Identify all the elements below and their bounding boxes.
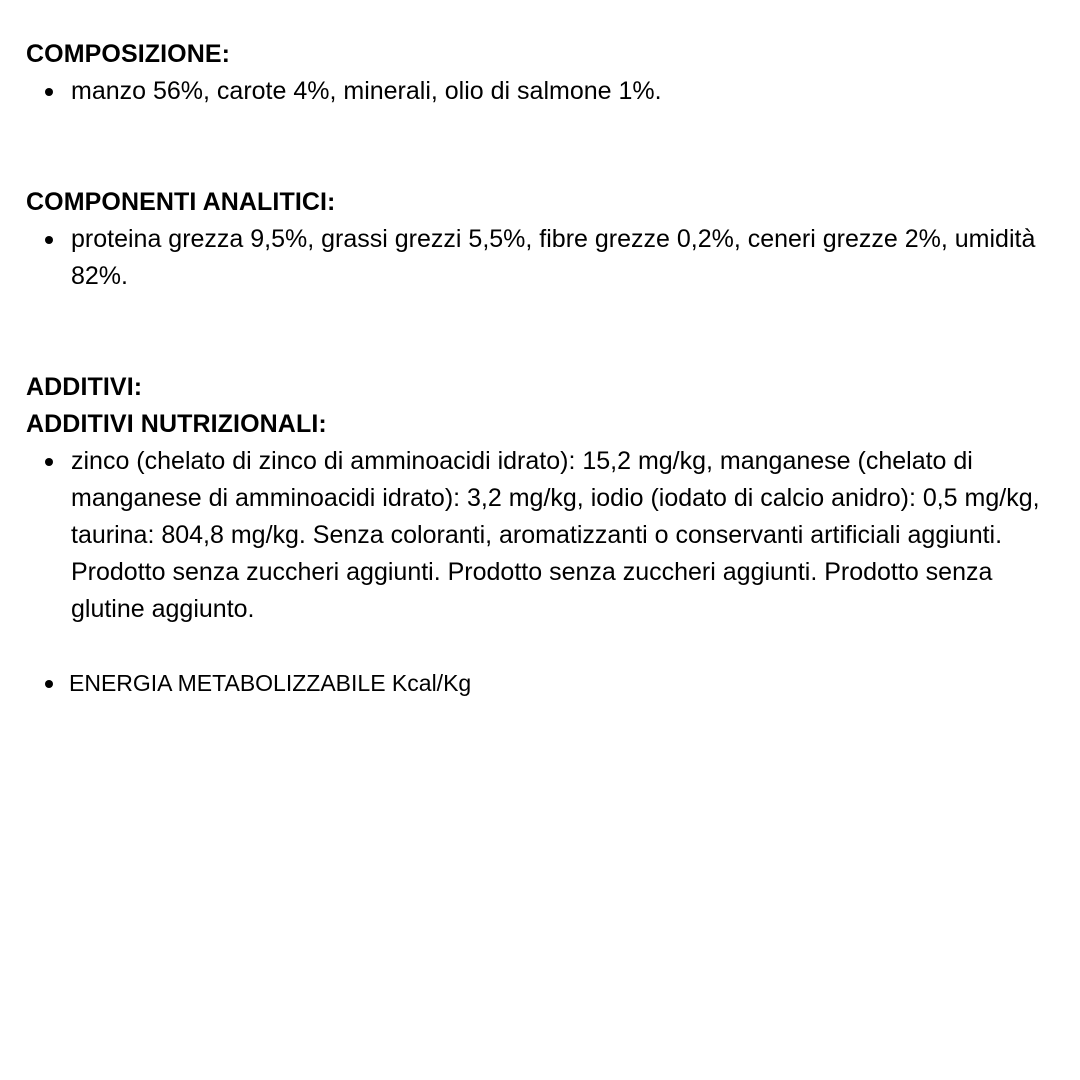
bullet-icon — [45, 88, 53, 96]
spacer — [26, 295, 1056, 369]
composizione-list — [26, 73, 1056, 110]
list-item — [26, 443, 1056, 628]
bullet-icon — [45, 236, 53, 244]
list-item — [26, 665, 1056, 702]
componenti-analitici-heading: COMPONENTI ANALITICI: — [26, 188, 336, 216]
list-item — [26, 221, 1056, 295]
componenti-analitici-text: proteina grezza 9,5%, grassi grezzi 5,5%, fibre grezze 0,2%, ceneri grezze 2%, umidità 82%. — [71, 225, 1036, 290]
list-item — [26, 73, 1056, 110]
composizione-text: manzo 56%, carote 4%, minerali, olio di salmone 1%. — [71, 77, 662, 105]
additivi-heading: ADDITIVI: — [26, 373, 143, 401]
bullet-icon — [45, 458, 53, 466]
energia-list — [26, 665, 1056, 702]
bullet-icon — [45, 680, 53, 688]
energia-text: ENERGIA METABOLIZZABILE Kcal/Kg — [69, 670, 472, 696]
additivi-text: zinco (chelato di zinco di amminoacidi idrato): 15,2 mg/kg, manganese (chelato di manganese di amminoacidi idrato): 3,2 mg/kg, iodio (iodato di calcio anidro): 0,5 mg/kg, taurina: 804,8 mg/kg. Senza coloranti, aromatizzanti o conservanti artificiali aggiunti. Prodotto senza zuccheri aggiunti. Prodotto senza zuccheri aggiunti. Prodotto senza glutine aggiunto. — [71, 447, 1040, 623]
additivi-list — [26, 443, 1056, 628]
additivi-nutrizionali-heading: ADDITIVI NUTRIZIONALI: — [26, 410, 327, 438]
spacer — [26, 628, 1056, 665]
spacer — [26, 110, 1056, 184]
product-info-document — [26, 36, 1056, 702]
composizione-heading: COMPOSIZIONE: — [26, 40, 231, 68]
componenti-analitici-list — [26, 221, 1056, 295]
